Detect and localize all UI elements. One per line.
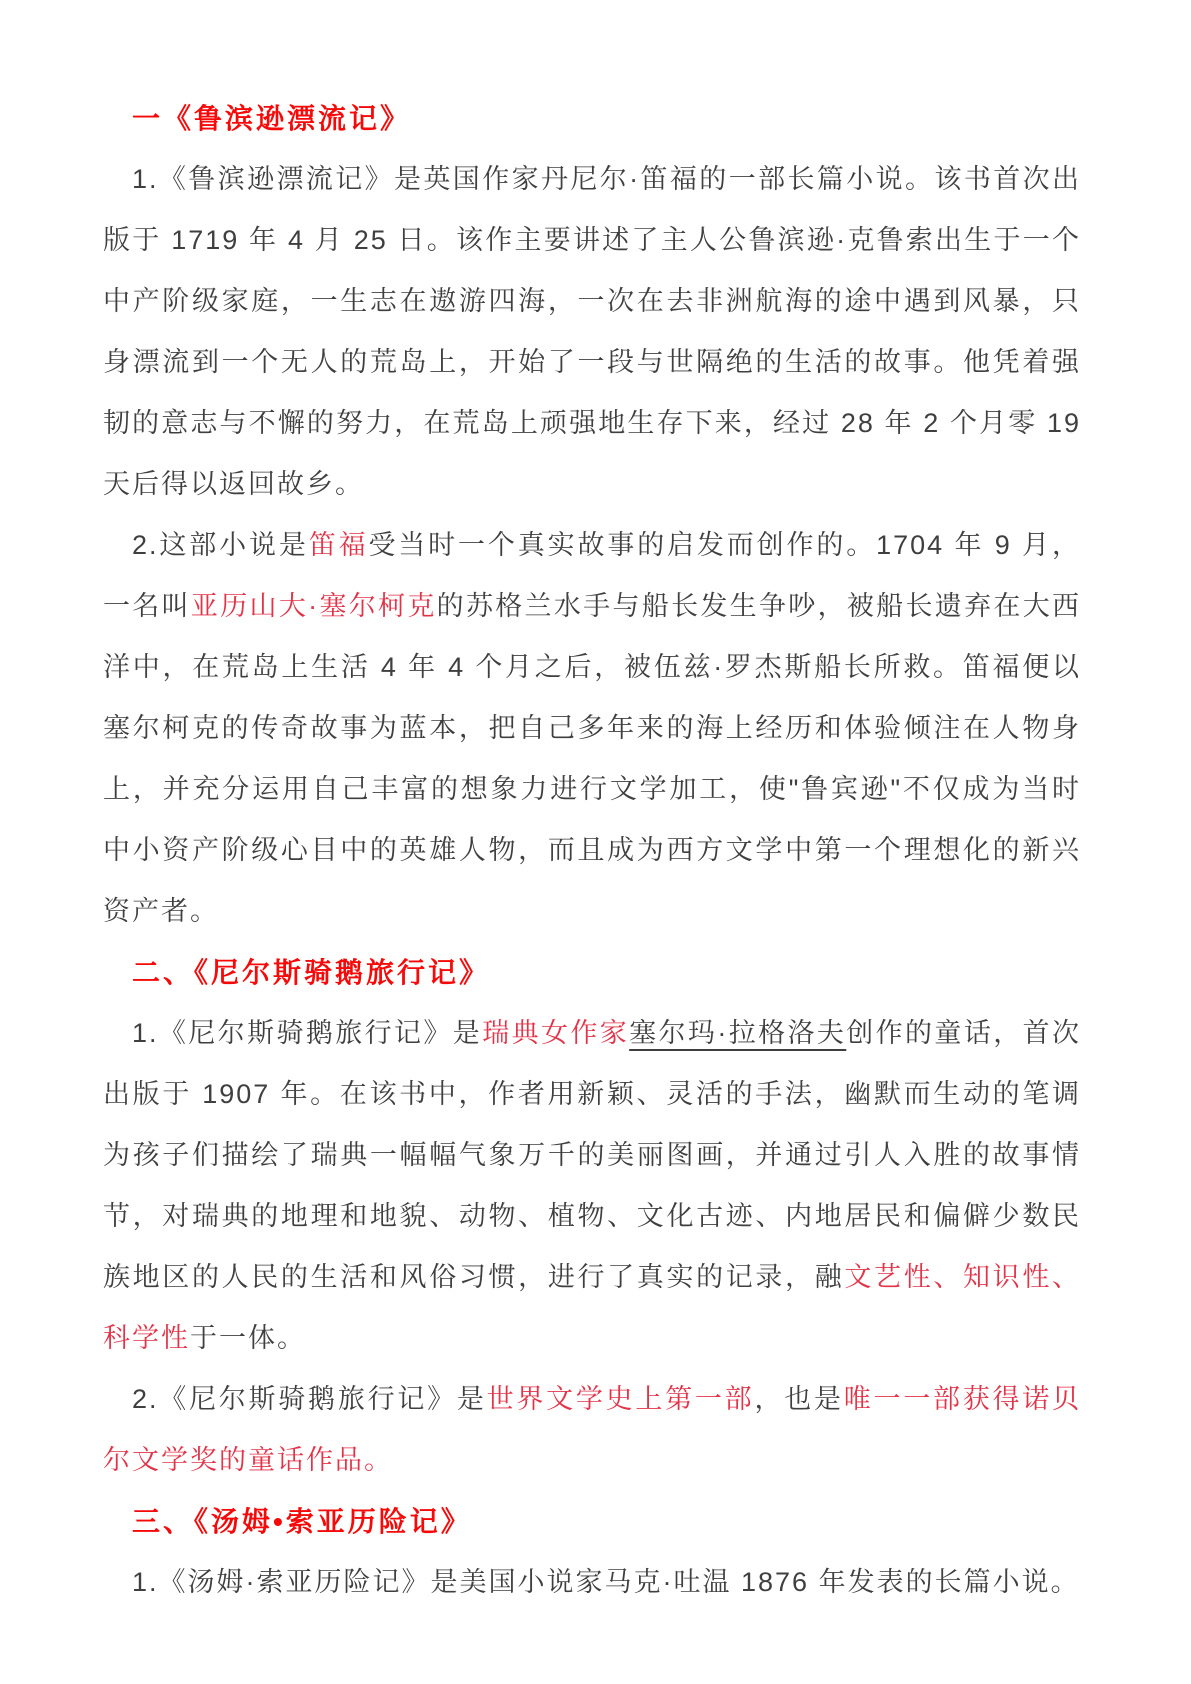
highlight-red-run: 世界文学史上第一部 [486,1384,755,1414]
highlight-red-run: 唯一一部获得诺贝尔文学奖的童话作品。 [103,1384,1082,1475]
text-run: 2.这部小说是 [132,530,309,560]
text-run: 创作的童话，首次出版于 1907 年。在该书中，作者用新颖、灵活的手法，幽默而生动的笔调为孩子们描绘了瑞典一幅幅气象万千的美丽图画，并通过引人入胜的故事情节，对瑞典的地理和地貌、动物、植物、文化古迹、内地居民和偏僻少数民族地区的人民的生活和风俗习惯，进行了真实的记录，融 [103,1018,1081,1292]
section-heading-2: 二、《尼尔斯骑鹅旅行记》 [132,957,491,988]
underline-run: 塞尔玛·拉格洛夫 [629,1018,847,1048]
text-run: 受当时一个真实故事的启发而创作的。1704 年 9 月，一名叫 [103,530,1081,621]
paragraph [103,1552,1081,1613]
text-run: 1.《汤姆·索亚历险记》是美国小说家马克·吐温 1876 年发表的长篇小说。 [132,1567,1080,1597]
text-run: 2.《尼尔斯骑鹅旅行记》是 [132,1384,487,1414]
paragraph [103,1003,1081,1369]
text-run: ，也是 [754,1384,844,1414]
text-run: 于一体。 [190,1323,306,1353]
document-body [103,88,1081,1613]
text-run: 1.《尼尔斯骑鹅旅行记》是 [132,1018,483,1048]
highlight-red-run: 瑞典女作家 [482,1018,630,1048]
highlight-red-run: 文艺性、知识性、科学性 [103,1262,1081,1353]
paragraph [103,1369,1081,1491]
paragraph [103,515,1081,942]
text-run: 的苏格兰水手与船长发生争吵，被船长遗弃在大西洋中，在荒岛上生活 4 年 4 个月之后，被伍兹·罗杰斯船长所救。笛福便以塞尔柯克的传奇故事为蓝本，把自己多年来的海上经历和体验倾注在人物身上，并充分运用自己丰富的想象力进行文学加工，使"鲁宾逊"不仅成为当时中小资产阶级心目中的英雄人物，而且成为西方文学中第一个理想化的新兴资产者。 [103,591,1082,926]
highlight-red-run: 亚历山大·塞尔柯克 [190,591,437,621]
section-heading-1: 一《鲁滨逊漂流记》 [132,103,412,134]
paragraph [103,149,1081,515]
text-run: 1.《鲁滨逊漂流记》是英国作家丹尼尔·笛福的一部长篇小说。该书首次出版于 1719 年 4 月 25 日。该作主要讲述了主人公鲁滨逊·克鲁索出生于一个中产阶级家庭，一生志在遨游四海，一次在去非洲航海的途中遇到风暴，只身漂流到一个无人的荒岛上，开始了一段与世隔绝的生活的故事。他凭着强韧的意志与不懈的努力，在荒岛上顽强地生存下来，经过 28 年 2 个月零 19 天后得以返回故乡。 [103,164,1081,499]
section-heading-3: 三、《汤姆•索亚历险记》 [132,1506,472,1537]
highlight-red-run: 笛福 [308,530,369,560]
